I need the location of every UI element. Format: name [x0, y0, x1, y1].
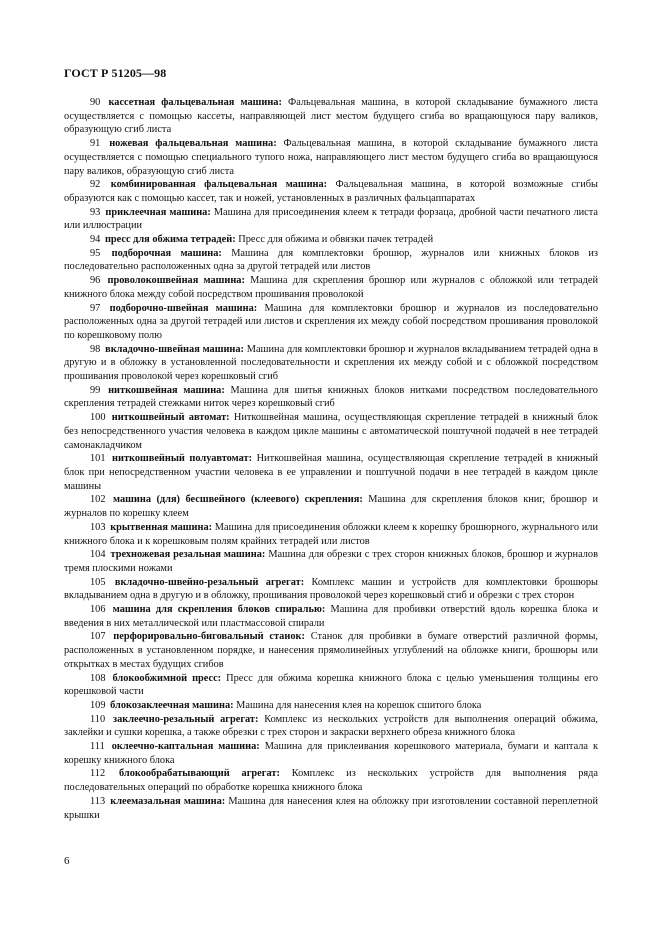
term-entry — [64, 233, 598, 247]
term-name: ниткошвейная машина: — [108, 384, 225, 396]
term-number: 101 — [90, 453, 106, 465]
term-entry — [64, 630, 598, 671]
term-name: клеемазальная машина: — [110, 795, 226, 807]
term-number: 112 — [90, 768, 106, 780]
term-definition: Машина для скрепления брошюр или журналов с обложкой или тетрадей книжного блока между собой посредством прошивания проволокой — [64, 275, 598, 300]
standard-header: ГОСТ Р 51205—98 — [64, 66, 167, 80]
term-definition: Фальцевальная машина, в которой возможные сгибы образуются как с помощью кассет, так и ножей, установленных в различных фальцаппаратах — [64, 179, 598, 204]
term-definition: Машина для обрезки с трех сторон книжных блоков, брошюр и журналов тремя плоскими ножами — [64, 549, 598, 574]
term-entry — [64, 384, 598, 411]
term-entry — [64, 576, 598, 603]
term-entry — [64, 699, 598, 713]
term-name: кассетная фальцевальная машина: — [108, 97, 282, 108]
term-definition: Машина для шитья книжных блоков нитками посредством последовательного скрепления тетрадей стежками ниток через корешковый сгиб — [64, 384, 598, 410]
term-definition: Ниткошвейная машина, осуществляющая скрепление тетрадей в книжный блок без непосредственного участия человека в каждом цикле машины с автоматической поштучной подачей в нее тетрадей самонакладчиком — [64, 412, 598, 451]
term-number: 110 — [90, 713, 106, 725]
term-entry — [64, 274, 598, 301]
term-number: 108 — [90, 672, 106, 684]
term-entry — [64, 795, 598, 822]
term-entry — [64, 740, 598, 767]
term-definition: Машина для нанесения клея на обложку при изготовлении составной переплетной крышки — [64, 795, 598, 821]
term-entry — [64, 206, 598, 233]
term-definition: Станок для пробивки в бумаге отверстий различной формы, расположенных в установленном порядке, и нанесения прямолинейных углублений на обложке книги, брошюры или открытках в местах будущих сгибов — [64, 631, 598, 670]
term-number: 106 — [90, 604, 106, 616]
term-definition: Машина для нанесения клея на корешок сшитого блока — [236, 699, 482, 711]
term-number: 99 — [90, 384, 101, 396]
term-name: подборочная машина: — [111, 247, 222, 259]
term-definition: Машина для комплектовки брошюр и журналов вкладыванием тетрадей одна в другую и в обложку в установленной последовательности и скрепления их между собой и с обложкой посредством прошивания проволокой через корешковый сгиб — [64, 343, 598, 383]
term-name: трехножевая резальная машина: — [110, 549, 266, 561]
term-number: 104 — [90, 549, 106, 561]
term-name: перфорировально-биговальный станок: — [113, 631, 305, 643]
term-name: машина для скрепления блоков спиралью: — [112, 604, 326, 616]
term-definition: Пресс для обжима корешка книжного блока с целью уменьшения толщины его корешковой части — [64, 672, 599, 698]
term-name: ниткошвейный автомат: — [111, 412, 230, 424]
term-entry — [64, 452, 598, 493]
term-entry — [64, 96, 598, 137]
term-definition: Машина для присоединения обложки клеем к корешку брошюрного, журнального или книжного блока и к корешковым полям крайних тетрадей или листов — [64, 521, 598, 547]
term-name: оклеечно-каптальная машина: — [111, 741, 260, 753]
term-number: 111 — [90, 741, 105, 753]
term-definition: Пресс для обжима и обвязки пачек тетрадей — [238, 234, 434, 246]
term-number: 96 — [90, 275, 101, 287]
term-entry — [64, 548, 598, 575]
term-name: ножевая фальцевальная машина: — [109, 138, 277, 150]
term-entry — [64, 302, 598, 343]
page-number: 6 — [64, 855, 70, 867]
term-number: 105 — [90, 576, 106, 588]
term-entry — [64, 603, 598, 630]
term-definition: Фальцевальная машина, в которой складывание бумажного листа осуществляется с помощью кассеты, направляющей лист местом будущего сгиба во вращающуюся пару валиков, образующую сгиб листа — [64, 97, 599, 136]
term-number: 102 — [90, 494, 106, 506]
term-entry — [64, 178, 598, 205]
term-definition: Машина для пробивки отверстий вдоль корешка блока и введения в них металлической или пластмассовой спирали — [64, 604, 599, 629]
term-entry — [64, 672, 598, 699]
term-number: 100 — [90, 412, 106, 424]
term-number: 90 — [90, 97, 101, 108]
term-name: приклеечная машина: — [105, 206, 211, 218]
term-definition: Машина для комплектовки брошюр и журналов из последовательно расположенных одна за другой тетрадей или листов и скрепления их между собой посредством прошивания проволокой по корешковому полю — [64, 302, 598, 341]
term-definition: Машина для приклеивания корешкового материала, бумаги и каптала к корешку книжного блока — [64, 741, 599, 766]
term-number: 92 — [90, 179, 101, 191]
term-entry — [64, 713, 598, 740]
term-definition: Комплекс машин и устройств для комплектовки брошюры вкладыванием одна в другую и в обложку, прошивания проволокой через корешковый сгиб и обрезки с трех сторон — [64, 576, 598, 602]
term-definition: Машина для присоединения клеем к тетради форзаца, дробной части печатного листа или иллюстрации — [64, 206, 598, 232]
term-number: 113 — [90, 795, 106, 807]
term-name: ниткошвейный полуавтомат: — [112, 453, 253, 465]
term-name: подборочно-швейная машина: — [109, 302, 258, 314]
term-name: пресс для обжима тетрадей: — [104, 234, 236, 246]
term-number: 91 — [90, 138, 101, 150]
term-number: 98 — [90, 343, 101, 355]
term-name: комбинированная фальцевальная машина: — [110, 179, 328, 191]
term-definition: Ниткошвейная машина, осуществляющая скрепление тетрадей в книжный блок при непосредственном участии человека в ее управлении и поштучной подачи в нее тетрадей в каждом цикле машины — [64, 453, 598, 492]
terms-list — [64, 96, 598, 822]
term-number: 93 — [90, 206, 101, 218]
term-name: вкладочно-швейно-резальный агрегат: — [114, 576, 305, 588]
term-entry — [64, 343, 598, 384]
term-definition: Комплекс из нескольких устройств для выполнения ряда последовательных операций по обработке корешка книжного блока — [64, 768, 598, 794]
term-name: блокообрабатывающий агрегат: — [119, 768, 280, 780]
term-entry — [64, 411, 598, 452]
term-name: блокозаклеечная машина: — [110, 699, 234, 711]
term-entry — [64, 521, 598, 548]
term-name: крытвенная машина: — [110, 521, 213, 533]
term-entry — [64, 493, 598, 520]
term-entry — [64, 767, 598, 794]
term-definition: Комплекс из нескольких устройств для выполнения операций обжима, заклейки и сушки корешка, а также обрезки с трех сторон и закраски верхнего обреза книжного блока — [64, 713, 598, 739]
term-number: 95 — [90, 247, 101, 259]
term-name: вкладочно-швейная машина: — [105, 343, 244, 355]
term-name: заклеечно-резальный агрегат: — [112, 713, 259, 725]
term-number: 107 — [90, 631, 106, 643]
term-number: 94 — [90, 234, 101, 246]
term-name: проволокошвейная машина: — [107, 275, 245, 287]
term-number: 109 — [90, 699, 106, 711]
term-number: 97 — [90, 302, 101, 314]
term-name: машина (для) бесшвейного (клеевого) скрепления: — [113, 494, 363, 506]
term-entry — [64, 247, 598, 274]
term-definition: Фальцевальная машина, в которой складывание бумажного листа осуществляется с помощью специального тупого ножа, направляющего лист местом будущего сгиба во вращающуюся пару валиков, образующую сгиб листа — [64, 138, 599, 177]
term-number: 103 — [90, 521, 106, 533]
term-definition: Машина для скрепления блоков книг, брошюр и журналов по корешку клеем — [64, 494, 598, 520]
term-definition: Машина для комплектовки брошюр, журналов или книжных блоков из последовательно расположенных одна за другой тетрадей или листов — [64, 247, 599, 273]
term-entry — [64, 137, 598, 178]
term-name: блокообжимной пресс: — [112, 672, 222, 684]
